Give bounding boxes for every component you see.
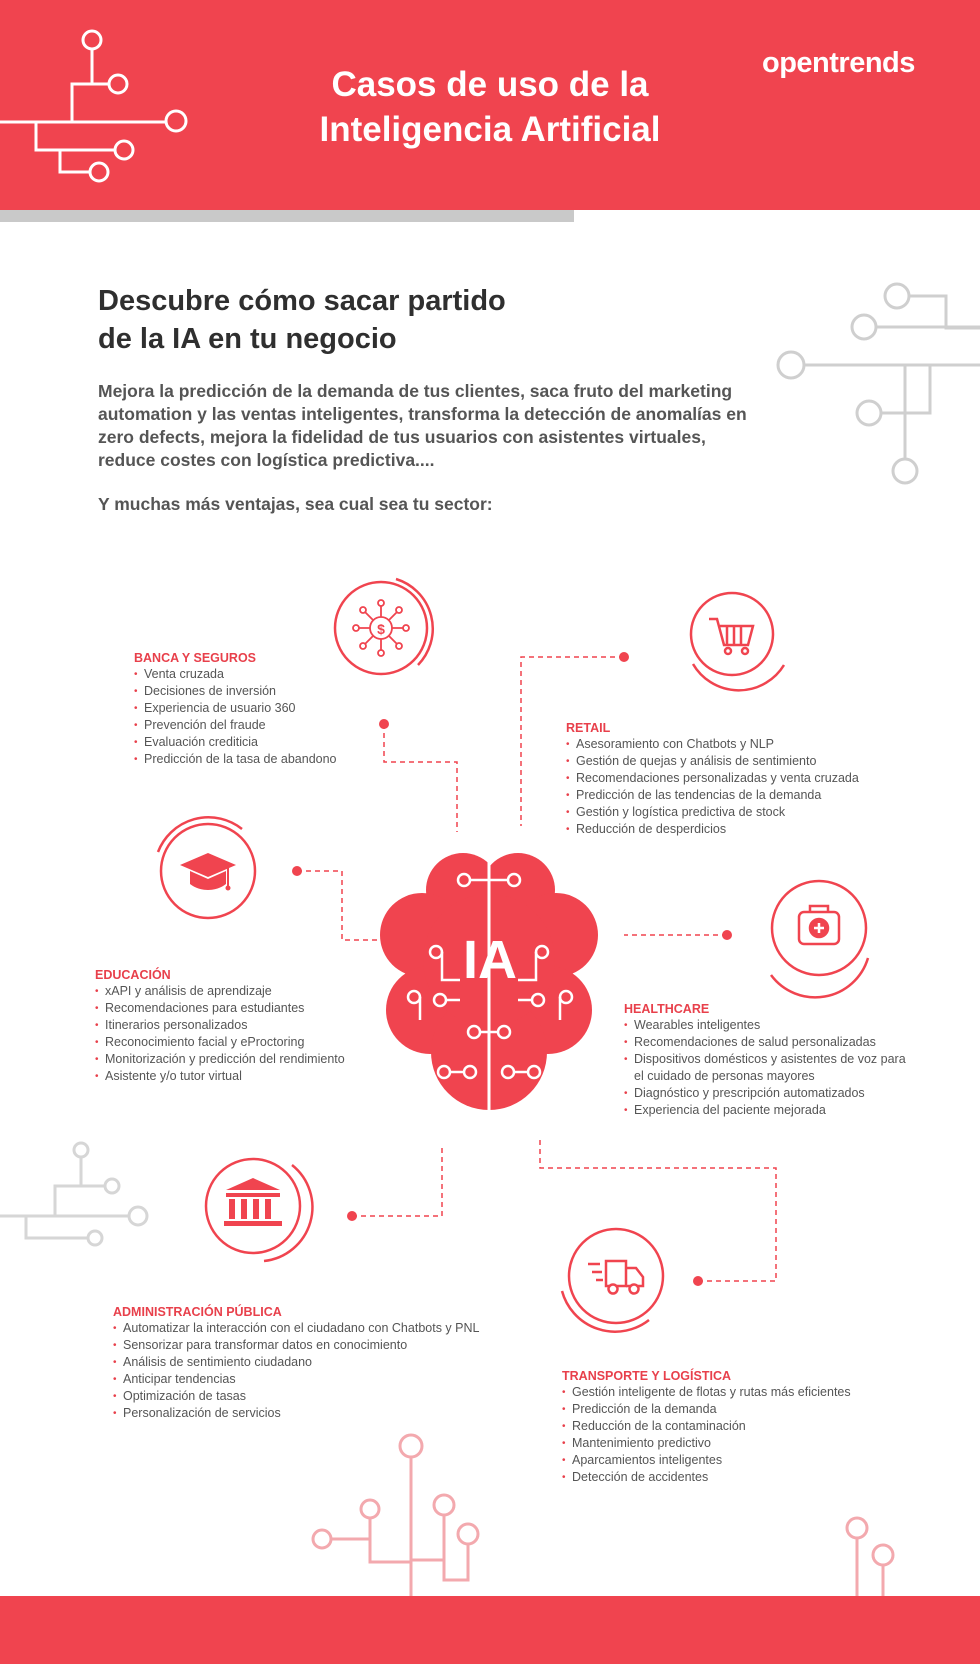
list-item: • Detección de accidentes xyxy=(562,1469,892,1486)
list-item: • Automatizar la interacción con el ciudadano con Chatbots y PNL xyxy=(113,1320,533,1337)
list-item: • Venta cruzada xyxy=(134,666,434,683)
list-item: • Reducción de desperdicios xyxy=(566,821,896,838)
sector-retail xyxy=(566,720,896,838)
list-item: • Diagnóstico y prescripción automatizados xyxy=(624,1085,909,1102)
sector-educacion-title: EDUCACIÓN xyxy=(95,968,171,982)
sector-transporte xyxy=(562,1368,892,1486)
header-circuit-icon xyxy=(0,31,186,181)
list-item: • Recomendaciones para estudiantes xyxy=(95,1000,385,1017)
intro-more: Y muchas más ventajas, sea cual sea tu sector: xyxy=(98,494,493,514)
list-item: • Anticipar tendencias xyxy=(113,1371,533,1388)
sector-healthcare-title: HEALTHCARE xyxy=(624,1002,710,1016)
svg-text:$: $ xyxy=(377,621,385,637)
list-item: • Dispositivos domésticos y asistentes de voz para el cuidado de personas mayores xyxy=(624,1051,909,1085)
healthcare-ring xyxy=(771,881,868,997)
sector-healthcare xyxy=(624,1001,909,1119)
list-item: • Gestión y logística predictiva de stock xyxy=(566,804,896,821)
government-building-icon xyxy=(224,1178,282,1226)
left-circuit-icon xyxy=(0,1143,147,1245)
graduation-cap-icon xyxy=(180,853,236,891)
list-item: • Decisiones de inversión xyxy=(134,683,434,700)
delivery-truck-icon xyxy=(588,1261,643,1294)
list-item: • Aparcamientos inteligentes xyxy=(562,1452,892,1469)
list-item: • Wearables inteligentes xyxy=(624,1017,909,1034)
list-item: • Optimización de tasas xyxy=(113,1388,533,1405)
sector-transporte-list xyxy=(562,1384,892,1486)
transporte-ring xyxy=(562,1229,663,1332)
list-item: • Sensorizar para transformar datos en conocimiento xyxy=(113,1337,533,1354)
list-item: • Gestión de quejas y análisis de sentimiento xyxy=(566,753,896,770)
sector-banca-list xyxy=(134,666,434,768)
list-item: • Reducción de la contaminación xyxy=(562,1418,892,1435)
list-item: • xAPI y análisis de aprendizaje xyxy=(95,983,385,1000)
list-item: • Recomendaciones personalizadas y venta cruzada xyxy=(566,770,896,787)
sector-banca-title: BANCA Y SEGUROS xyxy=(134,651,257,665)
list-item: • Prevención del fraude xyxy=(134,717,434,734)
admin-ring xyxy=(206,1159,312,1261)
sector-transporte-title: TRANSPORTE Y LOGÍSTICA xyxy=(562,1369,732,1383)
list-item: • Recomendaciones de salud personalizadas xyxy=(624,1034,909,1051)
section-headline xyxy=(98,282,658,358)
list-item: • Análisis de sentimiento ciudadano xyxy=(113,1354,533,1371)
right-circuit-icon xyxy=(778,284,980,483)
list-item: • Itinerarios personalizados xyxy=(95,1017,385,1034)
sector-educacion xyxy=(95,967,385,1085)
list-item: • Predicción de las tendencias de la demanda xyxy=(566,787,896,804)
footer-banner xyxy=(0,1596,980,1664)
title-line-1: Casos de uso de la xyxy=(331,65,649,104)
intro-paragraph: Mejora la predicción de la demanda de tus clientes, saca fruto del marketing automation y las ventas inteligentes, transforma la detección de anomalías en zero defects, mejora la fidelidad de tus usuarios con asistentes virtuales, reduce costes con logística predictiva.... xyxy=(98,381,747,470)
sector-admin-title: ADMINISTRACIÓN PÚBLICA xyxy=(113,1305,282,1319)
list-item: • Asesoramiento con Chatbots y NLP xyxy=(566,736,896,753)
sector-admin-list xyxy=(113,1320,533,1422)
retail-ring xyxy=(691,593,784,690)
list-item: • Experiencia del paciente mejorada xyxy=(624,1102,909,1119)
sector-banca xyxy=(134,650,434,768)
dollar-network-icon xyxy=(353,600,409,656)
list-item: • Predicción de la demanda xyxy=(562,1401,892,1418)
list-item: • Experiencia de usuario 360 xyxy=(134,700,434,717)
headline-line-1: Descubre cómo sacar partido xyxy=(98,285,506,317)
list-item: • Mantenimiento predictivo xyxy=(562,1435,892,1452)
list-item: • Asistente y/o tutor virtual xyxy=(95,1068,385,1085)
ia-label: IA xyxy=(463,930,517,990)
sector-healthcare-list xyxy=(624,1017,909,1119)
medical-kit-icon xyxy=(799,906,839,944)
sector-educacion-list xyxy=(95,983,385,1085)
list-item: • Predicción de la tasa de abandono xyxy=(134,751,434,768)
opentrends-logo: opentrends xyxy=(762,47,915,79)
list-item: • Personalización de servicios xyxy=(113,1405,533,1422)
sector-retail-title: RETAIL xyxy=(566,721,611,735)
list-item: • Reconocimiento facial y eProctoring xyxy=(95,1034,385,1051)
list-item: • Monitorización y predicción del rendimiento xyxy=(95,1051,385,1068)
list-item: • Gestión inteligente de flotas y rutas más eficientes xyxy=(562,1384,892,1401)
headline-line-2: de la IA en tu negocio xyxy=(98,323,397,355)
shopping-cart-icon xyxy=(709,619,753,654)
title-line-2: Inteligencia Artificial xyxy=(319,110,661,149)
sector-admin xyxy=(113,1304,533,1422)
sector-retail-list xyxy=(566,736,896,838)
list-item: • Evaluación crediticia xyxy=(134,734,434,751)
